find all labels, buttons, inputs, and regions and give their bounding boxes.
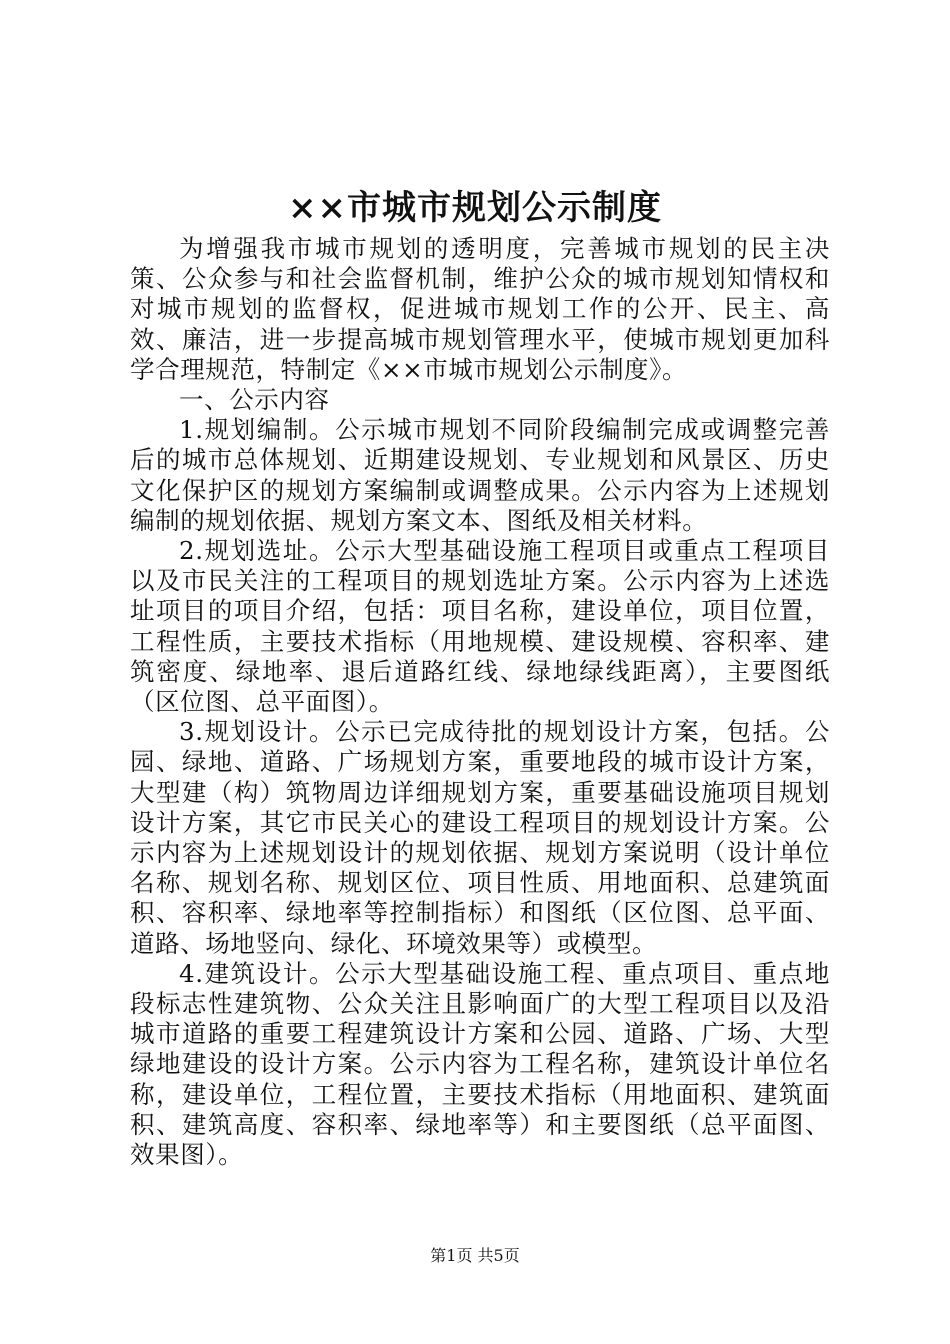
item-paragraph-site-selection: 2.规划选址。公示大型基础设施工程项目或重点工程项目以及市民关注的工程项目的规划选址方案。公示内容为上述选址项目的项目介绍，包括：项目名称，建设单位，项目位置，工程性质，主要技术指标（用地规模、建设规模、容积率、建筑密度、绿地率、退后道路红线、绿地绿线距离），主要图纸（区位图、总平面图）。 bbox=[130, 536, 830, 717]
intro-paragraph: 为增强我市城市规划的透明度，完善城市规划的民主决策、公众参与和社会监督机制，维护公众的城市规划知情权和对城市规划的监督权，促进城市规划工作的公开、民主、高效、廉洁，进一步提高城市规划管理水平，使城市规划更加科学合理规范，特制定《××市城市规划公示制度》。 bbox=[130, 234, 830, 384]
item-paragraph-planning-design: 3.规划设计。公示已完成待批的规划设计方案，包括。公园、绿地、道路、广场规划方案，重要地段的城市设计方案，大型建（构）筑物周边详细规划方案，重要基础设施项目规划设计方案，其它市民关心的建设工程项目的规划设计方案。公示内容为上述规划设计的规划依据、规划方案说明（设计单位名称、规划名称、规划区位、项目性质、用地面积、总建筑面积、容积率、绿地率等控制指标）和图纸（区位图、总平面、道路、场地竖向、绿化、环境效果等）或模型。 bbox=[130, 717, 830, 958]
item-paragraph-planning-compilation: 1.规划编制。公示城市规划不同阶段编制完成或调整完善后的城市总体规划、近期建设规划、专业规划和风景区、历史文化保护区的规划方案编制或调整成果。公示内容为上述规划编制的规划依据、规划方案文本、图纸及相关材料。 bbox=[130, 415, 830, 535]
page-number-footer: 第1页 共5页 bbox=[430, 1246, 520, 1265]
section-heading: 一、公示内容 bbox=[179, 385, 330, 415]
document-body bbox=[130, 234, 830, 1170]
item-paragraph-architectural-design: 4.建筑设计。公示大型基础设施工程、重点项目、重点地段标志性建筑物、公众关注且影响面广的大型工程项目以及沿城市道路的重要工程建筑设计方案和公园、道路、广场、大型绿地建设的设计方案。公示内容为工程名称，建筑设计单位名称，建设单位，工程位置，主要技术指标（用地面积、建筑面积、建筑高度、容积率、绿地率等）和主要图纸（总平面图、效果图）。 bbox=[130, 958, 830, 1170]
document-title: ××市城市规划公示制度 bbox=[288, 188, 662, 228]
